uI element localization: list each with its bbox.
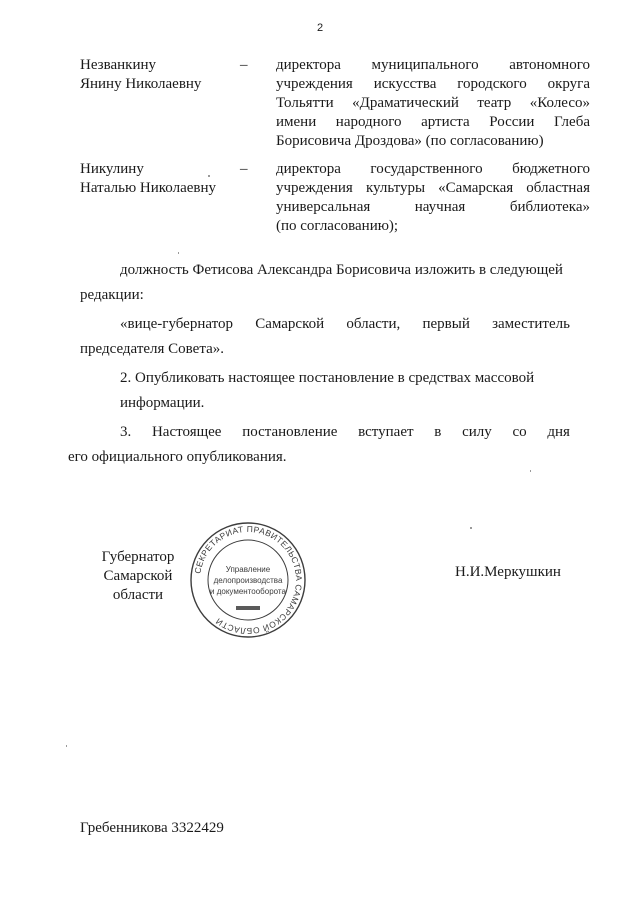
word: дня <box>547 424 570 440</box>
body-paragraph <box>80 258 570 308</box>
name-line: Наталью Николаевну <box>80 180 217 196</box>
appointee-name <box>80 160 250 198</box>
paragraph-line: 2. Опубликовать настоящее постановление в средствах массовой <box>120 370 535 386</box>
word: Самарской <box>255 316 325 332</box>
word: Настоящее <box>151 424 222 440</box>
dash: – <box>240 57 248 73</box>
paragraph-line: информации. <box>120 395 205 411</box>
stamp-center-line: делопроизводства <box>213 576 283 585</box>
paragraph-line <box>80 420 570 445</box>
position-line: директора муниципального автономного <box>276 57 590 73</box>
scan-speck <box>530 470 531 472</box>
name-line: Янину Николаевну <box>80 76 202 92</box>
word: первый <box>422 316 470 332</box>
name-line: Незванкину <box>80 57 157 73</box>
paragraph-line: его официального опубликования. <box>68 449 287 465</box>
body-paragraph <box>80 312 570 362</box>
word: постановление <box>242 424 338 440</box>
body-paragraph <box>80 366 570 416</box>
paragraph-line: должность Фетисова Александра Борисовича изложить в следующей <box>120 262 563 278</box>
word: вступает <box>358 424 414 440</box>
scan-speck <box>208 175 210 177</box>
page-number: 2 <box>316 22 324 34</box>
paragraph-line <box>80 312 570 337</box>
word: «вице-губернатор <box>120 316 233 332</box>
position-line: Борисовича Дроздова» (по согласованию) <box>276 133 544 149</box>
position-line: учреждения искусства городского округа <box>276 76 590 92</box>
position-line: (по согласованию); <box>276 218 399 234</box>
position-line: учреждения культуры «Самарская областная <box>276 180 590 196</box>
position-line: универсальная научная библиотека» <box>276 199 590 215</box>
signatory-title-line: Самарской области <box>103 568 173 603</box>
paragraph-line: председателя Совета». <box>80 341 224 357</box>
scan-speck <box>178 252 179 254</box>
official-stamp <box>188 520 308 640</box>
body-paragraph <box>68 420 570 470</box>
executor-contact: Гребенникова 3322429 <box>80 820 224 836</box>
appointee-name <box>80 56 250 94</box>
word: силу <box>462 424 492 440</box>
paragraph-line: редакции: <box>80 287 144 303</box>
scan-speck <box>470 527 472 529</box>
stamp-ring-text: СЕКРЕТАРИАТ ПРАВИТЕЛЬСТВА САМАРСКОЙ ОБЛАСТИ <box>192 523 305 637</box>
word: заместитель <box>492 316 570 332</box>
position-line: имени народного артиста России Глеба <box>276 114 590 130</box>
appointee-position <box>276 56 590 151</box>
word: 3. <box>120 424 132 440</box>
position-line: директора государственного бюджетного <box>276 161 590 177</box>
dash: – <box>240 161 248 177</box>
stamp-center-line: и документооборота <box>210 587 286 596</box>
appointee-position <box>276 160 590 236</box>
name-line: Никулину <box>80 161 144 177</box>
word: области, <box>346 316 401 332</box>
position-line: Тольятти «Драматический театр «Колесо» <box>276 95 590 111</box>
stamp-center-line: Управление <box>225 565 271 574</box>
word: со <box>512 424 527 440</box>
signatory-title-line: Губернатор <box>101 549 175 565</box>
signatory-name: Н.И.Меркушкин <box>455 564 561 580</box>
signatory-title <box>78 548 198 605</box>
word: в <box>434 424 442 440</box>
stamp-number-mark <box>236 606 260 610</box>
scan-speck <box>66 745 67 747</box>
